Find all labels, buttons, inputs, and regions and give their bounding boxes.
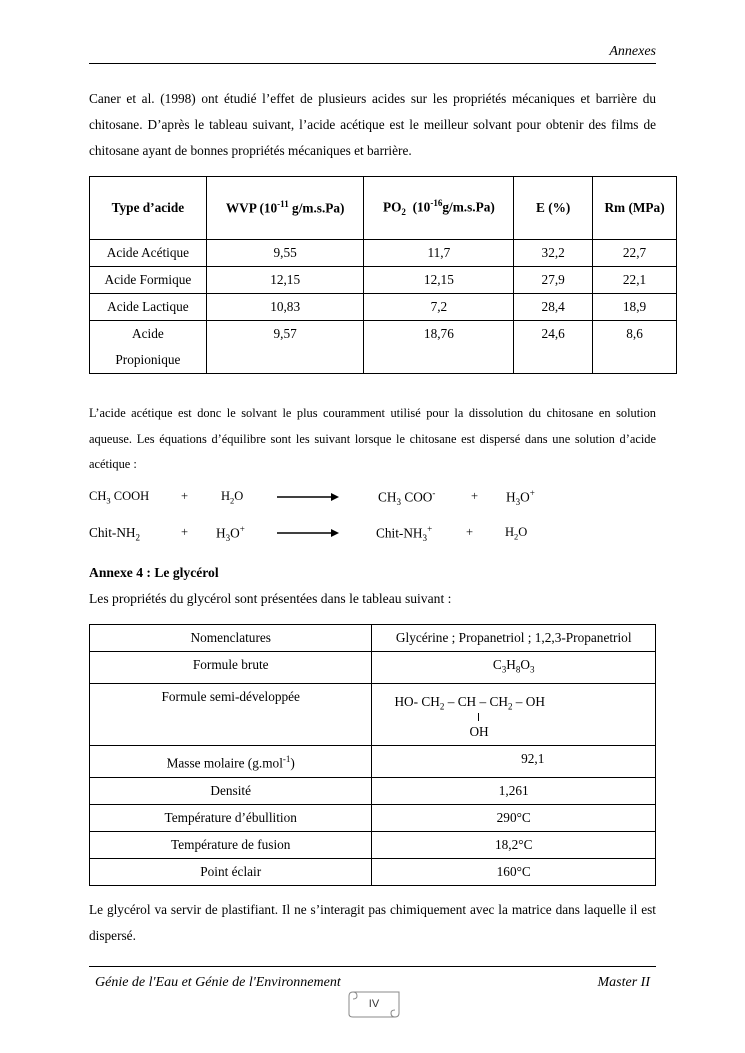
cell-wvp: 9,57	[206, 321, 364, 374]
cell-label: Température d’ébullition	[90, 804, 372, 831]
table-row	[90, 652, 656, 684]
eq1-arrow-icon	[277, 491, 339, 503]
eq2-product-2: $H_2O$	[505, 525, 528, 542]
cell-rm: 22,7	[593, 240, 677, 267]
col-header-po2: $PO_2$ $(10^{-16}g/m.s.Pa)$	[364, 177, 514, 240]
cell-wvp: 9,55	[206, 240, 364, 267]
cell-label: Formule semi-développée	[90, 683, 372, 746]
footer-right: Master II	[597, 975, 650, 990]
annex4-title: Annexe 4 : Le glycérol	[89, 565, 219, 580]
cell-type: Acide Propionique	[90, 321, 207, 374]
table-row	[90, 683, 656, 746]
table-row	[90, 746, 656, 777]
header-rule	[89, 63, 656, 64]
col-header-type: Type d’acide	[90, 177, 207, 240]
cell-e: 28,4	[514, 294, 593, 321]
cell-po2: 11,7	[364, 240, 514, 267]
eq1-product-1: $CH_3$ COO-	[378, 488, 436, 508]
cell-value: 92,1	[372, 746, 656, 777]
cell-rm: 22,1	[593, 267, 677, 294]
table-row	[90, 858, 656, 885]
col-header-wvp: WVP ($10^{-11}$ g/m.s.Pa)	[206, 177, 364, 240]
eq1-reactant-2: $H_2O$	[221, 489, 244, 506]
cell-label: Masse molaire (g.mol$^{-1}$)	[90, 746, 372, 777]
cell-value: 290°C	[372, 804, 656, 831]
cell-e: 27,9	[514, 267, 593, 294]
cell-value: 18,2°C	[372, 831, 656, 858]
table-header-row	[90, 177, 677, 240]
col-header-rm: Rm (MPa)	[593, 177, 677, 240]
eq2-arrow-icon	[277, 527, 339, 539]
eq1-product-2: $H_3O^+$	[506, 488, 535, 508]
cell-wvp: 10,83	[206, 294, 364, 321]
cell-label: Point éclair	[90, 858, 372, 885]
table-row	[90, 294, 677, 321]
acetic-paragraph: L’acide acétique est donc le solvant le plus couramment utilisé pour la dissolution du chitosane en solution aqueuse. Les équations d’équilibre sont les suivant lorsque le chitosane est dispersé dans une solution d’acide acétique :	[89, 406, 656, 471]
cell-rm: 8,6	[593, 321, 677, 374]
cell-value: 160°C	[372, 858, 656, 885]
cell-type: Acide Acétique	[90, 240, 207, 267]
cell-e: 24,6	[514, 321, 593, 374]
cell-type: Acide Lactique	[90, 294, 207, 321]
table-row	[90, 321, 677, 374]
cell-value: $C_3H_8O_3$	[372, 652, 656, 684]
annex4-intro: Les propriétés du glycérol sont présentées dans le tableau suivant :	[89, 591, 452, 606]
cell-po2: 18,76	[364, 321, 514, 374]
table-row	[90, 267, 677, 294]
eq1-plus-2: +	[471, 489, 479, 503]
eq2-plus-1: +	[181, 525, 189, 539]
cell-label: Formule brute	[90, 652, 372, 684]
eq2-product-1: Chit-$NH_3^+$	[376, 524, 433, 544]
table-row	[90, 777, 656, 804]
eq1-plus-1: +	[181, 489, 189, 503]
cell-po2: 12,15	[364, 267, 514, 294]
cell-value: Glycérine ; Propanetriol ; 1,2,3-Propanetriol	[372, 625, 656, 652]
glycerol-paragraph: Le glycérol va servir de plastifiant. Il ne s’interagit pas chimiquement avec la matrice dans laquelle il est dispersé.	[89, 902, 656, 943]
cell-value: HO- $CH_2$ – CH – $CH_2$ – OH OH	[372, 683, 656, 746]
page-number: IV	[368, 998, 380, 1010]
col-header-e: E (%)	[514, 177, 593, 240]
cell-e: 32,2	[514, 240, 593, 267]
cell-wvp: 12,15	[206, 267, 364, 294]
cell-type: Acide Formique	[90, 267, 207, 294]
page-header-title: Annexes	[609, 44, 656, 59]
footer-rule	[89, 966, 656, 967]
cell-rm: 18,9	[593, 294, 677, 321]
bond-line	[478, 713, 479, 721]
eq1-reactant-1: $CH_3$ COOH	[89, 489, 150, 506]
table-row	[90, 625, 656, 652]
cell-po2: 7,2	[364, 294, 514, 321]
table-row	[90, 240, 677, 267]
eq2-reactant-1: Chit-$NH_2$	[89, 525, 141, 543]
table-row	[90, 804, 656, 831]
glycerol-properties-table	[89, 624, 656, 886]
eq2-reactant-2: $H_3O^+$	[216, 524, 245, 544]
intro-paragraph: Caner et al. (1998) ont étudié l’effet de plusieurs acides sur les propriétés mécaniques et barrière du chitosane. D’après le tableau suivant, l’acide acétique est le meilleur solvant pour obtenir des films de chitosane ayant de bonnes propriétés mécaniques et barrière.	[89, 91, 656, 158]
footer-left: Génie de l'Eau et Génie de l'Environnement	[95, 975, 341, 990]
acid-properties-table	[89, 176, 677, 374]
cell-value: 1,261	[372, 777, 656, 804]
eq2-plus-2: +	[466, 525, 474, 539]
cell-label: Densité	[90, 777, 372, 804]
cell-label: Température de fusion	[90, 831, 372, 858]
cell-label: Nomenclatures	[90, 625, 372, 652]
table-row	[90, 831, 656, 858]
